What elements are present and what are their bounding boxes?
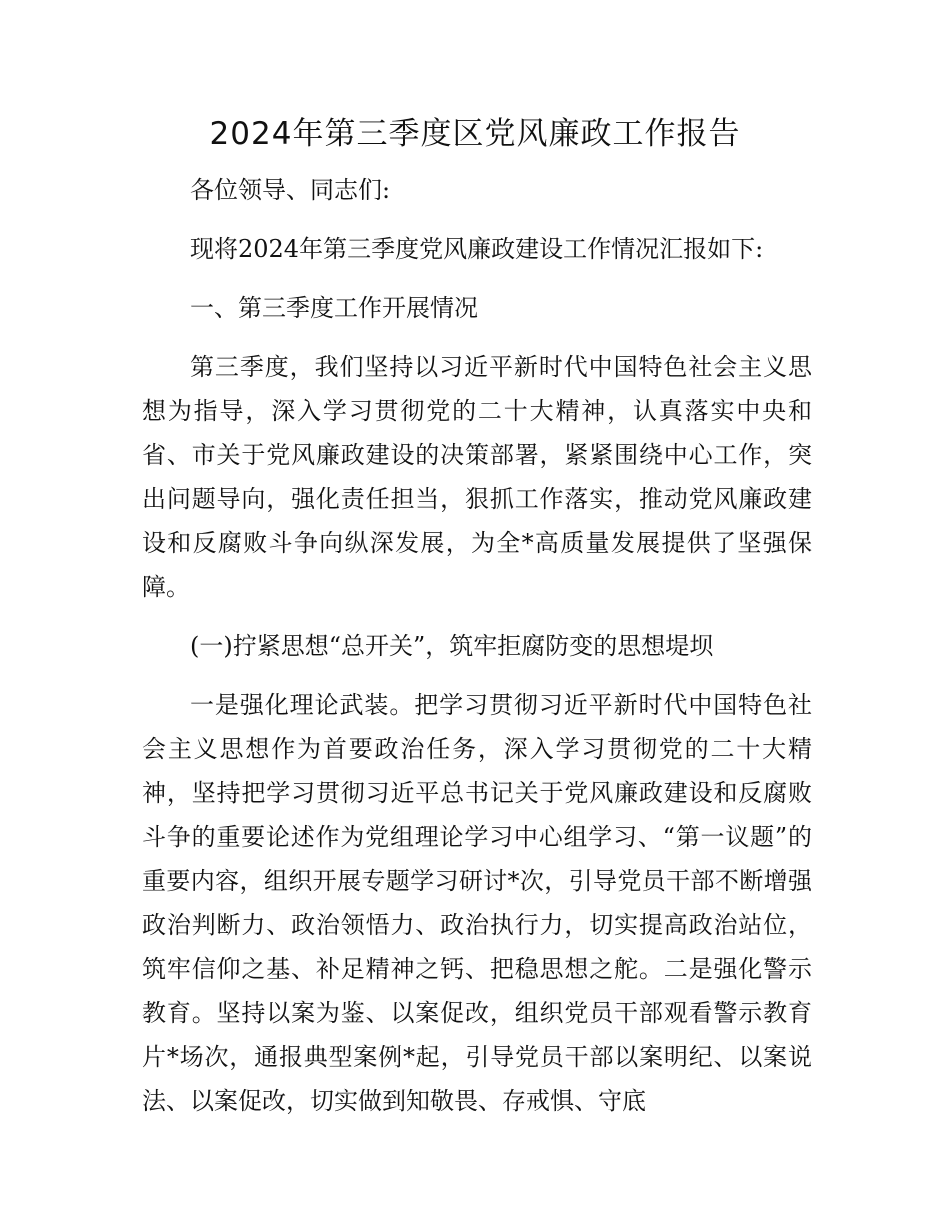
salutation: 各位领导、同志们: xyxy=(190,176,391,204)
section-heading-1: 一、第三季度工作开展情况 xyxy=(190,294,478,322)
intro-paragraph: 现将2024年第三季度党风廉政建设工作情况汇报如下: xyxy=(190,235,764,263)
subsection-1-paragraph: 一是强化理论武装。把学习贯彻习近平新时代中国特色社会主义思想作为首要政治任务，深入学习贯彻党的二十大精神，坚持把学习贯彻习近平总书记关于党风廉政建设和反腐败斗争的重要论述作为党组理论学习中心组学习、“第一议题”的重要内容，组织开展专题学习研讨*次，引导党员干部不断增强政治判断力、政治领悟力、政治执行力，切实提高政治站位，筑牢信仰之基、补足精神之钙、把稳思想之舵。二是强化警示教育。坚持以案为鉴、以案促改，组织党员干部观看警示教育片*场次，通报典型案例*起，引导党员干部以案明纪、以案说法、以案促改，切实做到知敬畏、存戒惧、守底 xyxy=(142,691,812,1115)
subsection-heading-1: (一)拧紧思想“总开关”，筑牢拒腐防变的思想堤坝 xyxy=(190,632,714,660)
document-body xyxy=(142,168,812,1123)
document-title: 2024年第三季度区党风廉政工作报告 xyxy=(209,116,741,152)
section-1-paragraph: 第三季度，我们坚持以习近平新时代中国特色社会主义思想为指导，深入学习贯彻党的二十大精神，认真落实中央和省、市关于党风廉政建设的决策部署，紧紧围绕中心工作，突出问题导向，强化责任担当，狠抓工作落实，推动党风廉政建设和反腐败斗争向纵深发展，为全*高质量发展提供了坚强保障。 xyxy=(142,353,812,601)
